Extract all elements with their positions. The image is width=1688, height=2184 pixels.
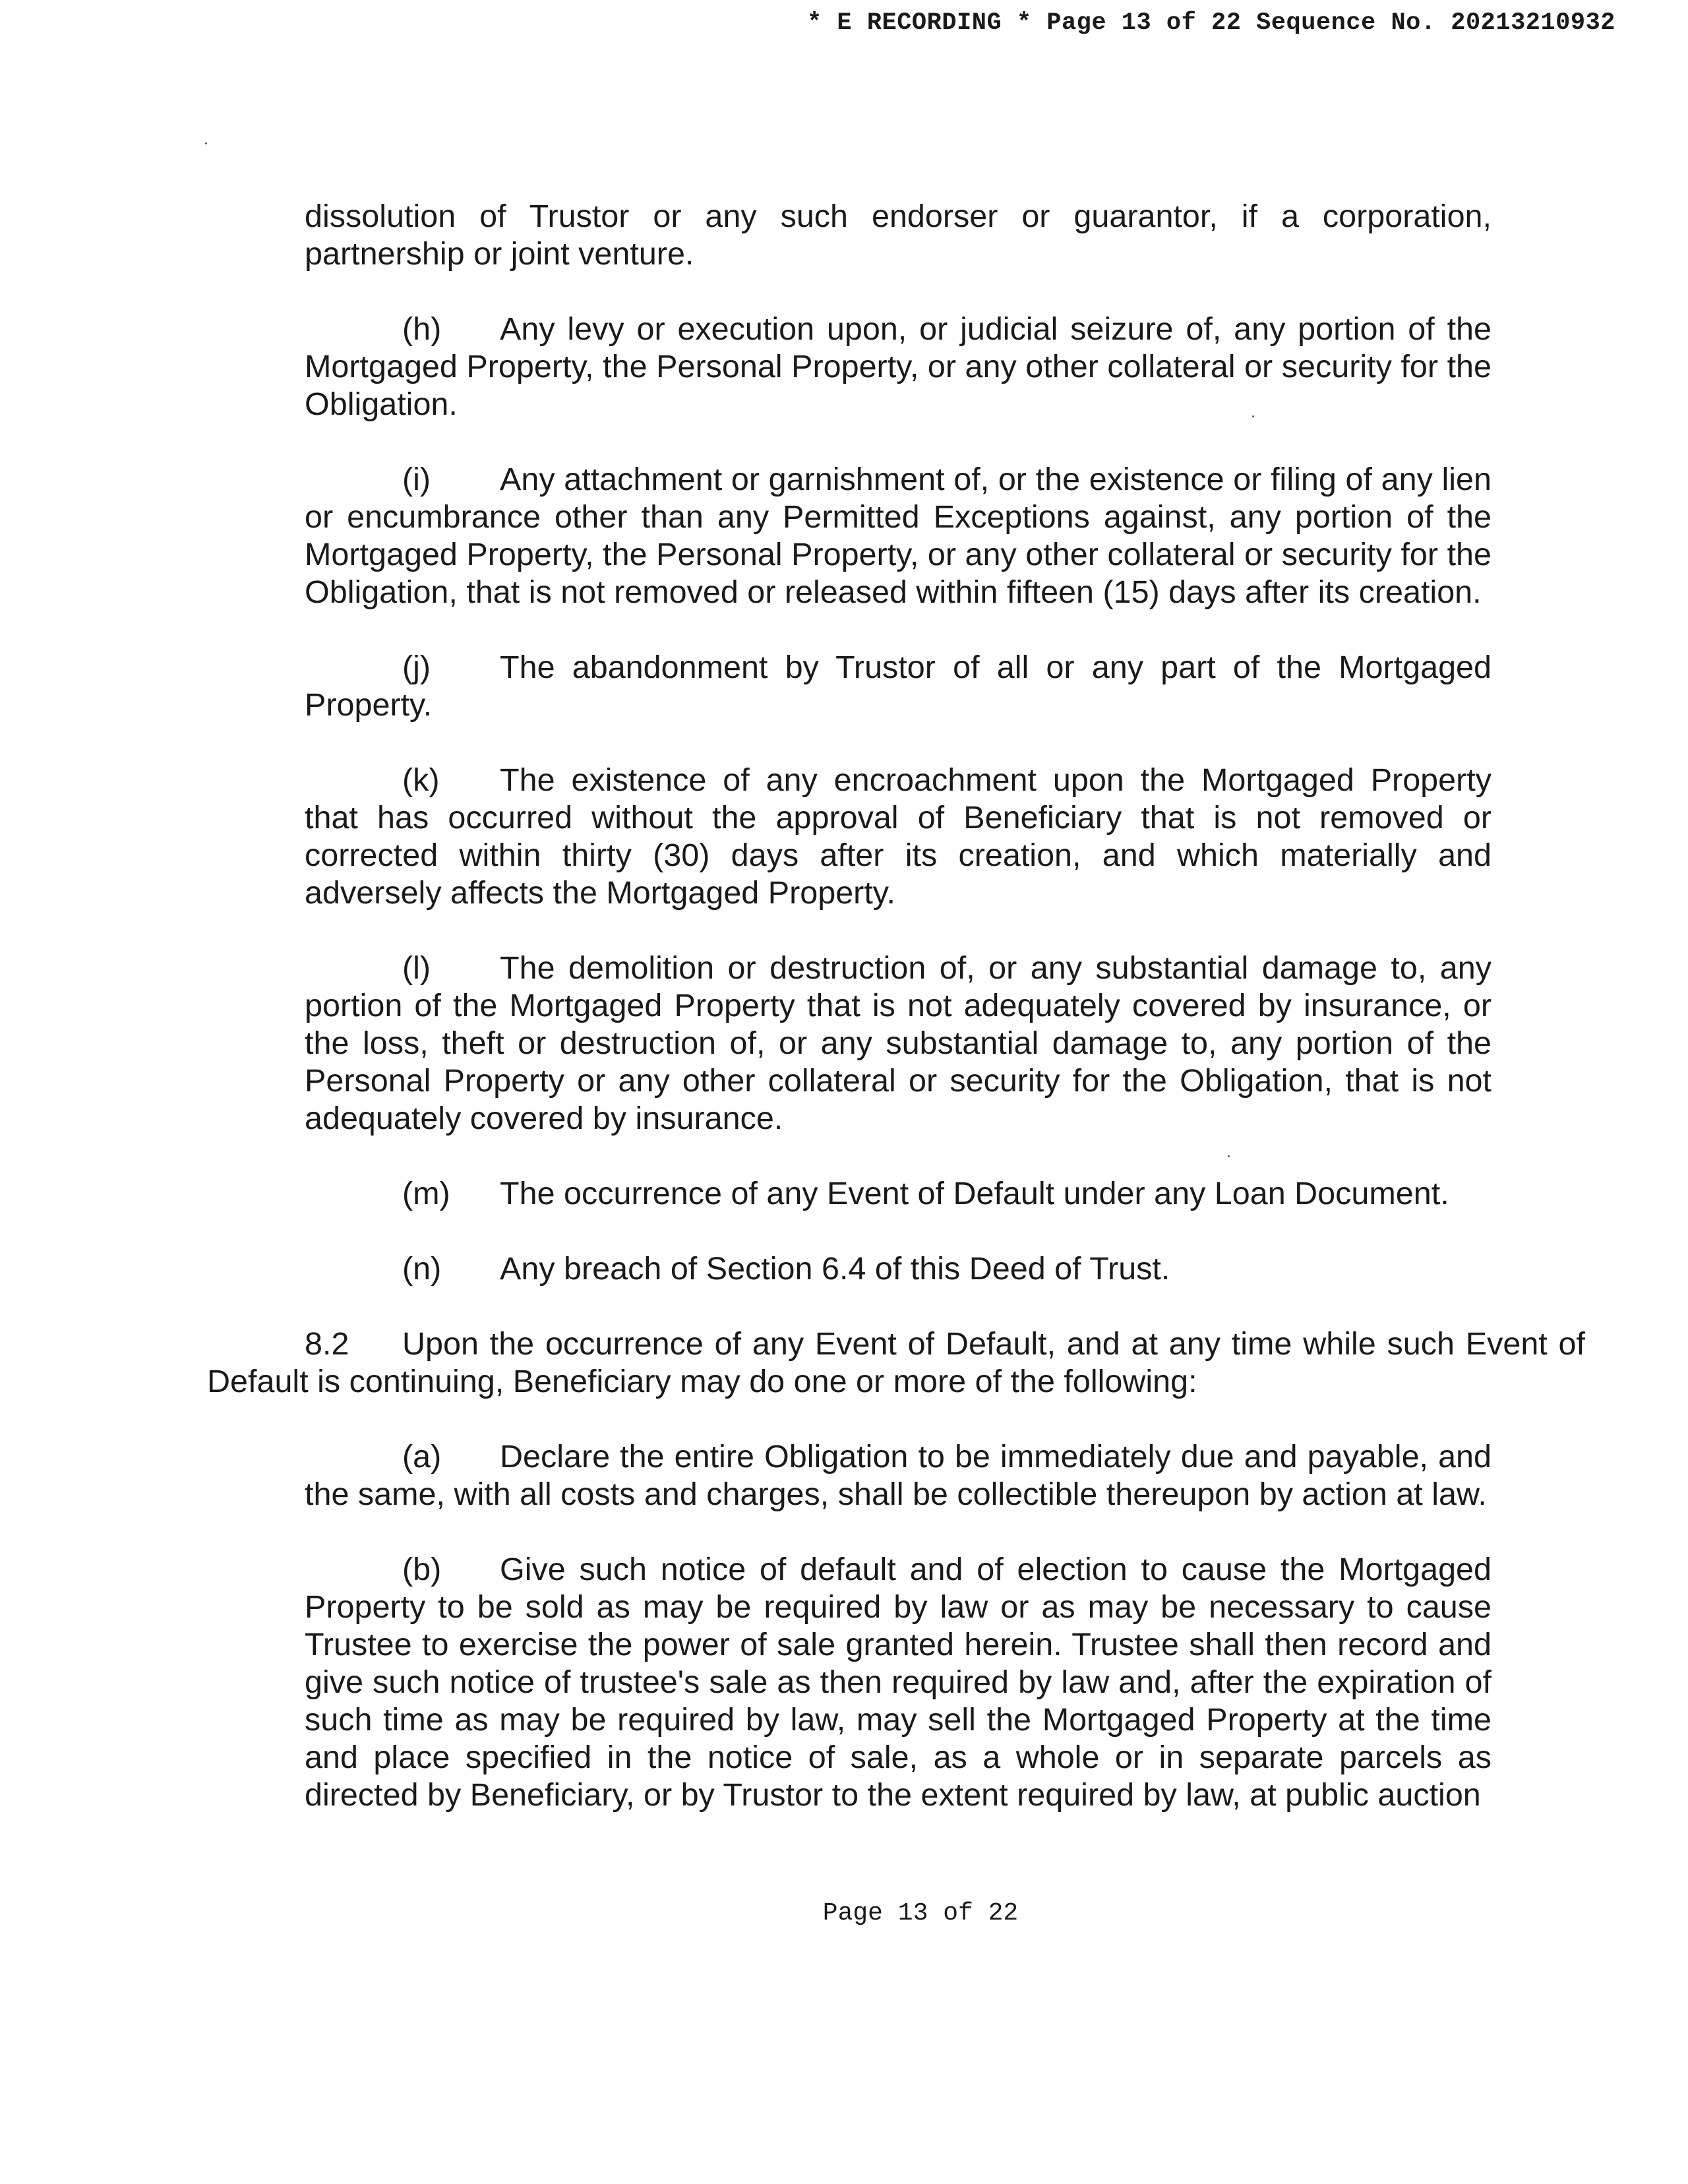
page-footer bbox=[0, 1899, 1688, 1927]
clause-label: (h) bbox=[402, 311, 442, 347]
section-number: 8.2 bbox=[305, 1326, 349, 1362]
document-body bbox=[207, 198, 1585, 1814]
clause-i bbox=[305, 461, 1492, 611]
clause-n bbox=[305, 1250, 1492, 1288]
clause-label: (a) bbox=[402, 1439, 442, 1474]
clause-text: Any breach of Section 6.4 of this Deed of Trust. bbox=[500, 1251, 1170, 1287]
recording-header: * E RECORDING * Page 13 of 22 Sequence No. 20213210932 bbox=[807, 9, 1615, 37]
clause-label: (l) bbox=[402, 950, 431, 986]
clause-label: (m) bbox=[402, 1176, 450, 1211]
clause-l bbox=[305, 950, 1492, 1138]
clause-a bbox=[305, 1438, 1492, 1513]
clause-label: (n) bbox=[402, 1251, 442, 1287]
clause-text: The existence of any encroachment upon the Mortgaged Property that has occurred without the approval of Beneficiary that is not removed or corrected within thirty (30) days after its creation, and which materially and adversely affects the Mortgaged Property. bbox=[305, 762, 1492, 911]
clause-text: Any attachment or garnishment of, or the existence or filing of any lien or encumbrance other than any Permitted Exceptions against, any portion of the Mortgaged Property, the Personal Property, or any other collateral or security for the Obligation, that is not removed or released within fifteen (15) days after its creation. bbox=[305, 462, 1492, 610]
clause-label: (j) bbox=[402, 650, 431, 685]
clause-text: The occurrence of any Event of Default under any Loan Document. bbox=[500, 1176, 1449, 1211]
clause-label: (b) bbox=[402, 1552, 442, 1587]
clause-m bbox=[305, 1175, 1492, 1213]
scan-speck bbox=[205, 142, 207, 144]
section-text: Upon the occurrence of any Event of Default, and at any time while such Event of Default is continuing, Beneficiary may do one or more of the following: bbox=[207, 1326, 1585, 1399]
clause-text: The demolition or destruction of, or any substantial damage to, any portion of the Mortgaged Property that is not adequately covered by insurance, or the loss, theft or destruction of, or any substantial damage to, any portion of the Personal Property or any other collateral or security for the Obligation, that is not adequately covered by insurance. bbox=[305, 950, 1492, 1136]
clause-k bbox=[305, 762, 1492, 912]
clause-b bbox=[305, 1551, 1492, 1814]
clause-label: (k) bbox=[402, 762, 440, 798]
page-number: Page 13 of 22 bbox=[822, 1899, 1019, 1927]
clause-h bbox=[305, 311, 1492, 423]
section-8-2 bbox=[207, 1325, 1585, 1401]
clause-text: The abandonment by Trustor of all or any part of the Mortgaged Property. bbox=[305, 650, 1492, 723]
clause-text: Give such notice of default and of election to cause the Mortgaged Property to be sold as may be required by law or as may be necessary to cause Trustee to exercise the power of sale granted herein. Trustee shall then record and give such notice of trustee's sale as then required by law and, after the expiration of such time as may be required by law, may sell the Mortgaged Property at the time and place specified in the notice of sale, as a whole or in separate parcels as directed by Beneficiary, or by Trustor to the extent required by law, at public auction bbox=[305, 1552, 1492, 1813]
clause-text: Declare the entire Obligation to be immediately due and payable, and the same, with all costs and charges, shall be collectible thereupon by action at law. bbox=[305, 1439, 1492, 1512]
continuation-paragraph: dissolution of Trustor or any such endorser or guarantor, if a corporation, partnership or joint venture. bbox=[305, 198, 1492, 272]
clause-text: Any levy or execution upon, or judicial seizure of, any portion of the Mortgaged Property, the Personal Property, or any other collateral or security for the Obligation. bbox=[305, 311, 1492, 422]
clause-label: (i) bbox=[402, 462, 431, 497]
clause-j bbox=[305, 649, 1492, 724]
